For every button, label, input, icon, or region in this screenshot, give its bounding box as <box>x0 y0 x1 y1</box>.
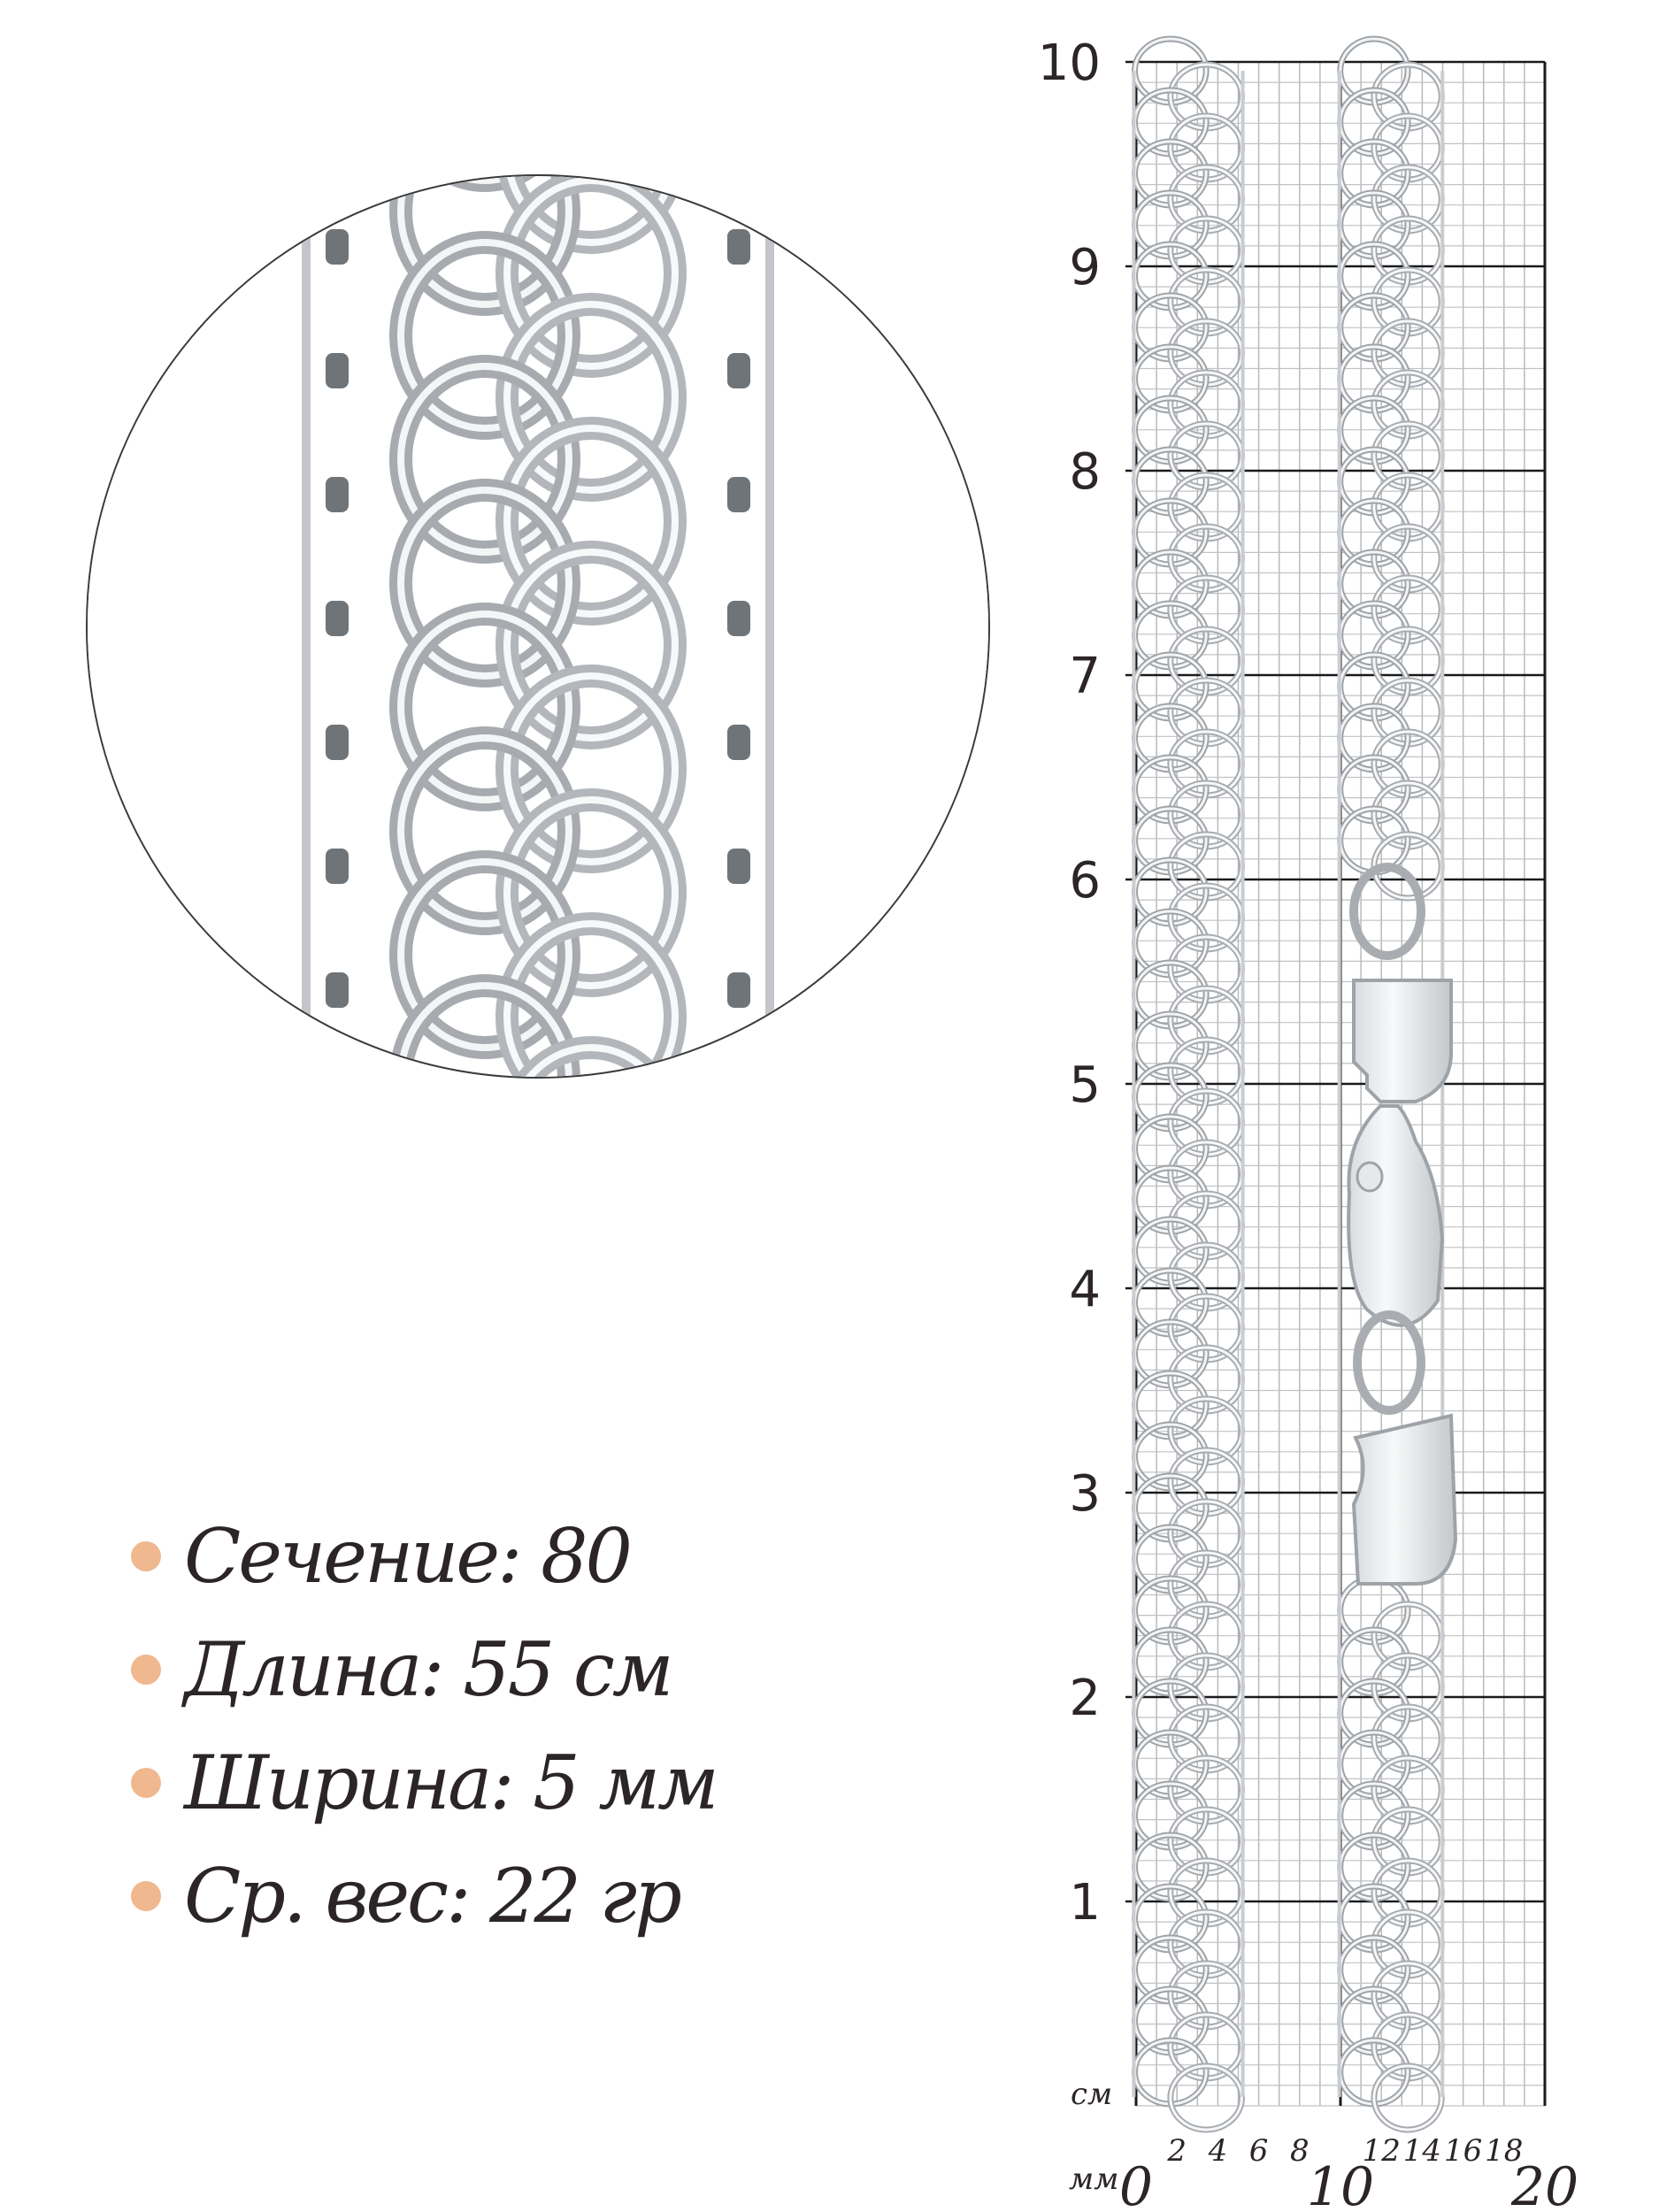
x-tick-label-minor: 2 <box>1167 2133 1187 2169</box>
clasp-end-tag <box>1354 1416 1455 1584</box>
clasp-lobster <box>1348 1106 1442 1325</box>
y-tick-label: 10 <box>1037 35 1101 92</box>
y-tick-label: 5 <box>1069 1056 1101 1114</box>
spec-length-label: Длина: 55 см <box>184 1626 672 1713</box>
y-tick-label: 1 <box>1069 1874 1101 1932</box>
y-tick-label: 9 <box>1069 239 1101 296</box>
x-tick-label-minor: 18 <box>1485 2133 1524 2169</box>
x-tick-label-minor: 16 <box>1443 2133 1483 2169</box>
spec-weight-label: Ср. вес: 22 гр <box>184 1853 680 1939</box>
spec-section-label: Сечение: 80 <box>184 1513 630 1600</box>
y-unit-label: см <box>1071 2077 1113 2112</box>
y-tick-label: 8 <box>1069 443 1101 501</box>
clasp-tag <box>1354 980 1451 1102</box>
y-tick-label: 2 <box>1069 1670 1101 1727</box>
spec-width-label: Ширина: 5 мм <box>184 1740 717 1826</box>
x-tick-label-minor: 12 <box>1362 2133 1401 2169</box>
y-tick-label: 4 <box>1069 1261 1101 1318</box>
x-tick-label-minor: 14 <box>1402 2133 1442 2169</box>
x-unit-label: мм <box>1069 2162 1119 2197</box>
y-tick-label: 7 <box>1069 648 1101 705</box>
x-tick-label-major: 10 <box>1306 2156 1375 2212</box>
clasp-trigger <box>1357 1163 1382 1191</box>
y-tick-label: 3 <box>1069 1465 1101 1523</box>
y-tick-label: 6 <box>1069 852 1101 910</box>
x-tick-label-minor: 6 <box>1248 2133 1269 2169</box>
x-tick-label-minor: 8 <box>1289 2133 1310 2169</box>
x-tick-label-major: 20 <box>1510 2156 1579 2212</box>
x-tick-label-major: 0 <box>1118 2156 1154 2212</box>
x-tick-label-minor: 4 <box>1208 2133 1228 2169</box>
